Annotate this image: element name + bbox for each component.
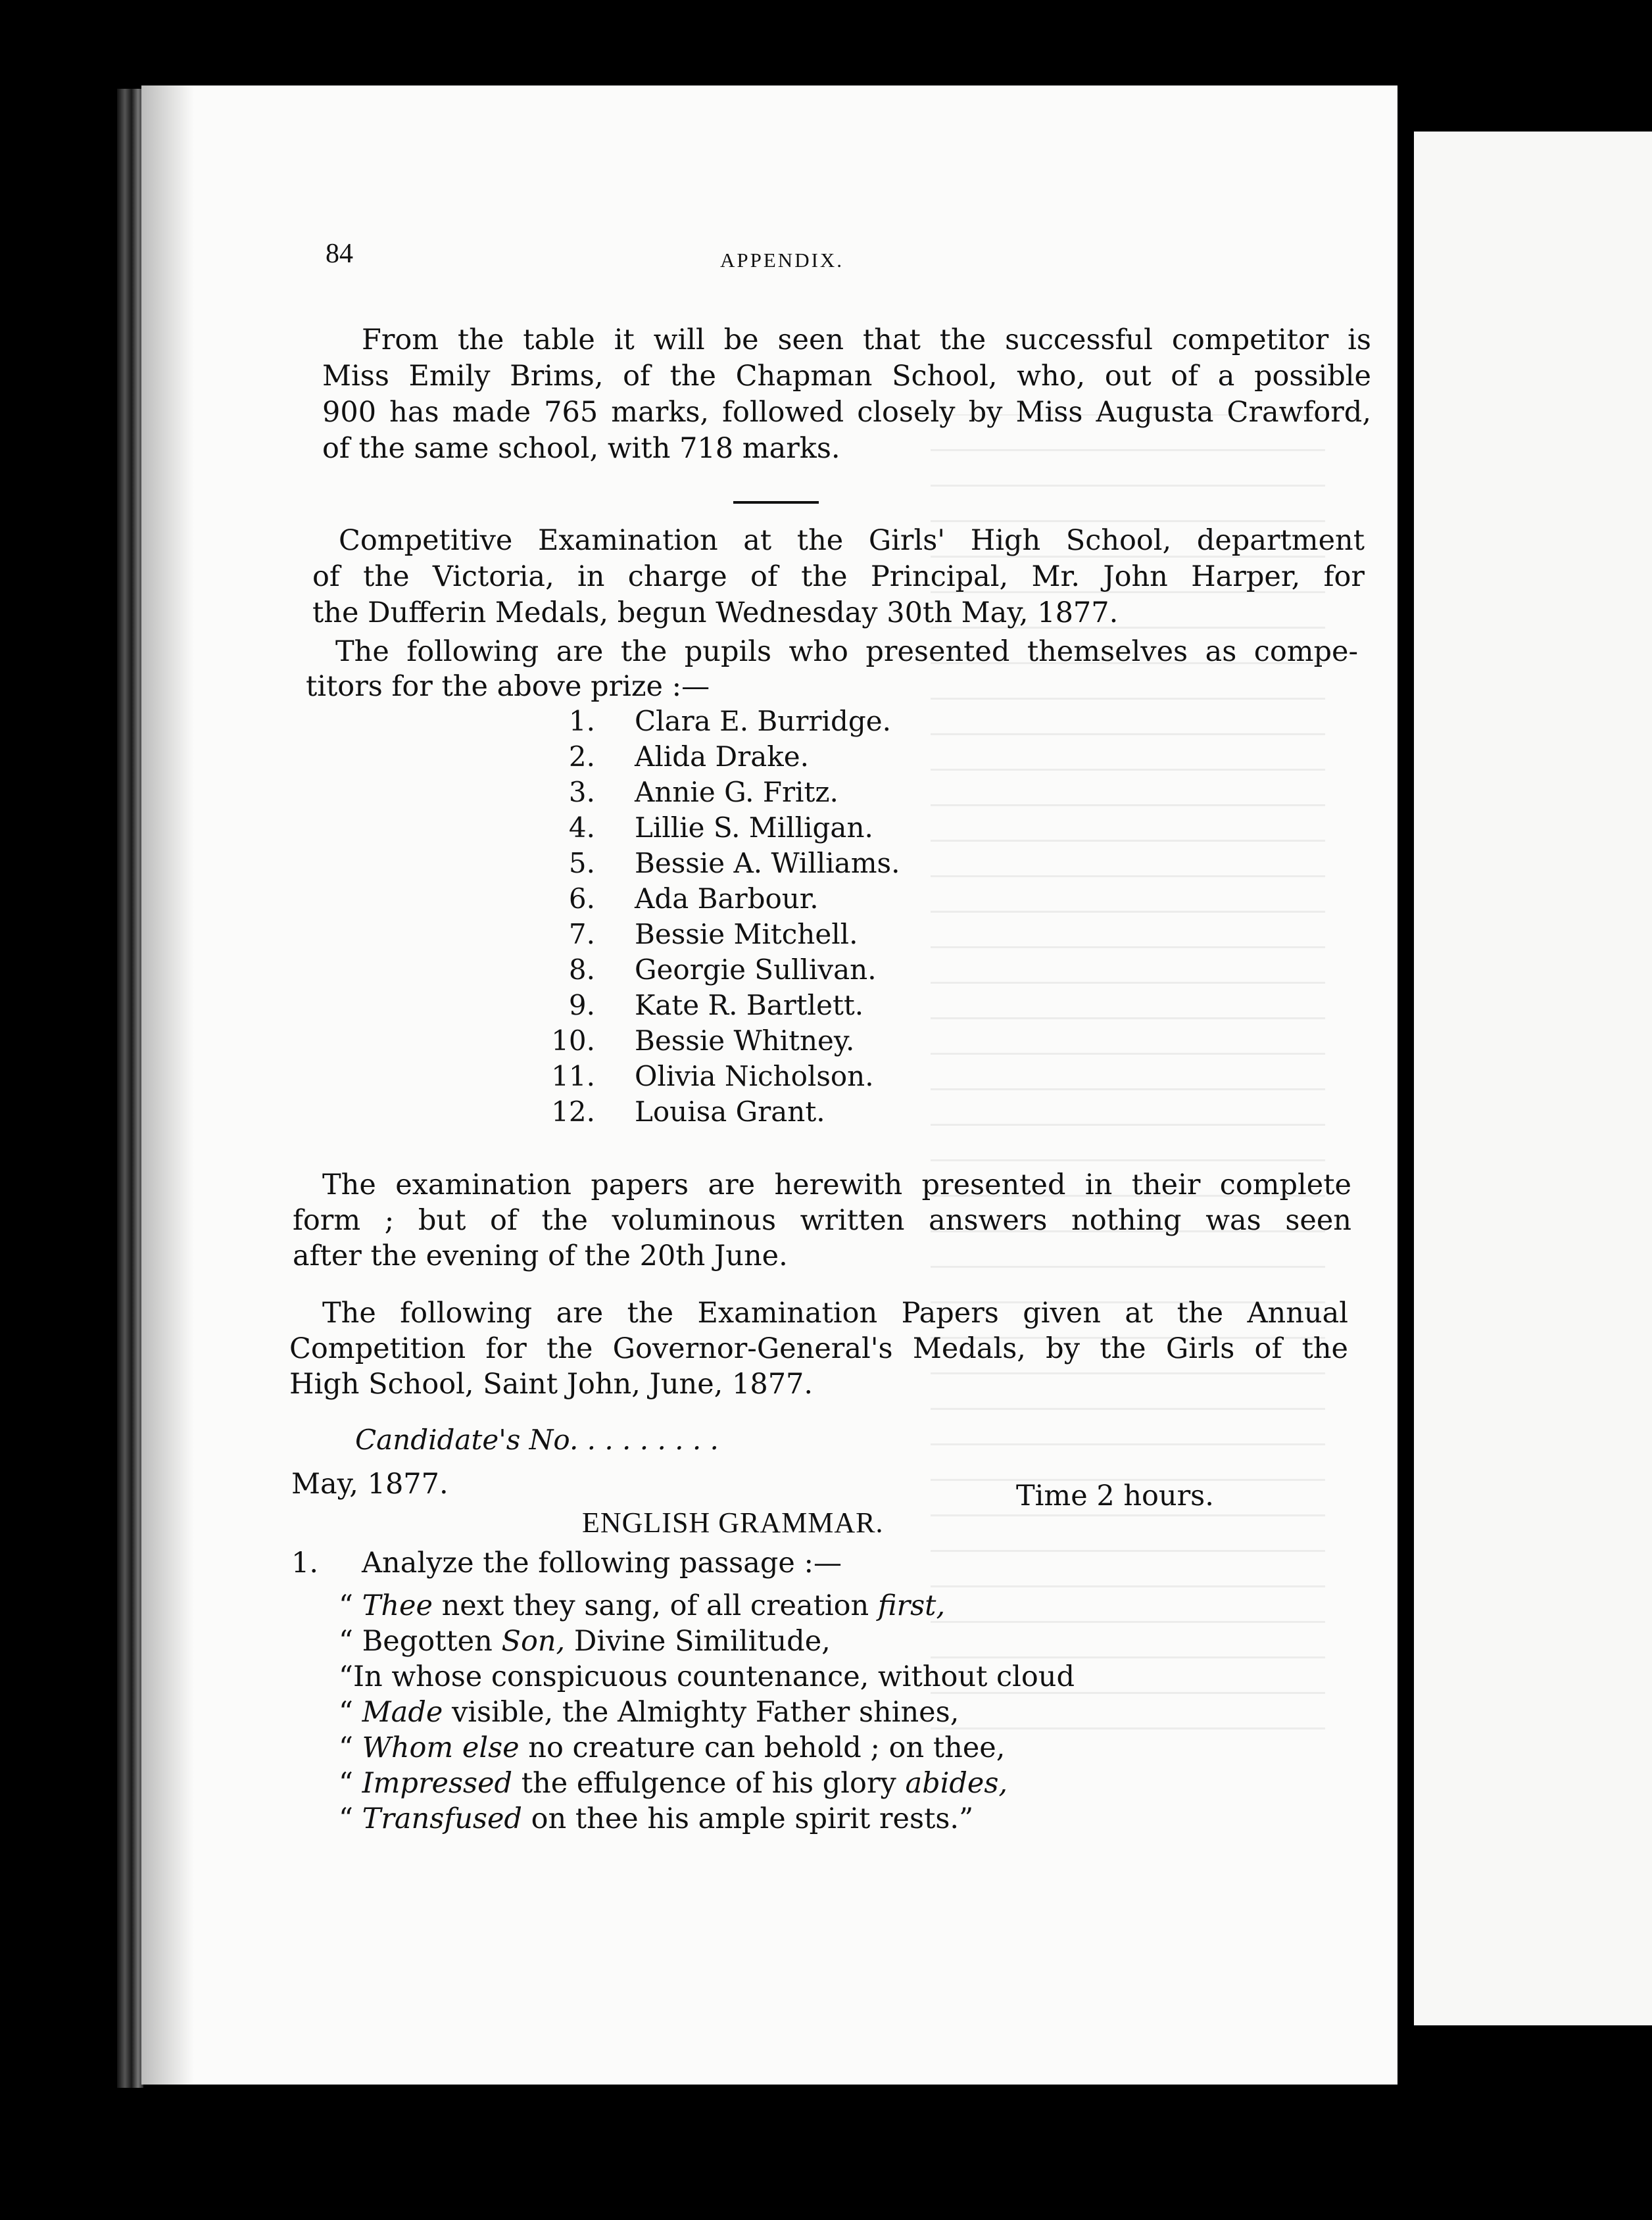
passage-line bbox=[339, 1695, 1075, 1730]
passage-line bbox=[339, 1730, 1075, 1766]
pupil-list-item bbox=[483, 704, 944, 739]
section-divider bbox=[733, 501, 819, 504]
pupil-list-item bbox=[483, 988, 944, 1023]
pupil-number: 10. bbox=[551, 1025, 595, 1057]
passage-line bbox=[339, 1659, 1075, 1695]
pupil-name: Lillie S. Milligan. bbox=[635, 811, 873, 844]
pupil-list-item bbox=[483, 881, 944, 917]
paragraph-line: titors for the above prize :— bbox=[306, 670, 710, 703]
pupil-number: 9. bbox=[568, 989, 595, 1021]
pupil-name: Ada Barbour. bbox=[635, 882, 819, 915]
paragraph-line: of the same school, with 718 marks. bbox=[322, 432, 840, 465]
passage-line bbox=[339, 1801, 1075, 1837]
passage-emphasis: Made bbox=[362, 1696, 443, 1729]
passage-line bbox=[339, 1624, 1075, 1659]
paragraph-line: Miss Emily Brims, of the Chapman School, who, out of a possible bbox=[322, 360, 1371, 393]
paragraph-line: The following are the pupils who presented themselves as compe- bbox=[335, 635, 1358, 668]
passage-line bbox=[339, 1766, 1075, 1801]
candidate-number-label: Candidate's No. . . . . . . . . bbox=[355, 1424, 719, 1456]
pupil-name: Bessie Whitney. bbox=[635, 1025, 855, 1057]
pupil-number: 4. bbox=[568, 811, 595, 844]
pupil-name: Alida Drake. bbox=[635, 740, 809, 773]
passage-text: “ bbox=[339, 1767, 362, 1800]
pupil-list-item bbox=[483, 1094, 944, 1130]
passage-text: “In whose conspicuous countenance, without cloud bbox=[339, 1660, 1075, 1693]
page-shadow bbox=[141, 85, 194, 2085]
pupil-name: Bessie Mitchell. bbox=[635, 918, 858, 950]
paragraph-papers-note bbox=[293, 1167, 1351, 1274]
pupil-name: Clara E. Burridge. bbox=[635, 705, 891, 737]
paragraph-line: 900 has made 765 marks, followed closely by Miss Augusta Crawford, bbox=[322, 396, 1371, 429]
left-page bbox=[141, 85, 1397, 2085]
running-head: APPENDIX. bbox=[720, 249, 844, 272]
pupil-list-item bbox=[483, 917, 944, 952]
passage-text: “ Begotten bbox=[339, 1625, 502, 1658]
pupil-name: Kate R. Bartlett. bbox=[635, 989, 864, 1021]
pupil-name: Annie G. Fritz. bbox=[635, 776, 838, 808]
pupil-number: 5. bbox=[568, 847, 595, 879]
paragraph-line: after the evening of the 20th June. bbox=[293, 1240, 788, 1272]
passage-text: “ bbox=[339, 1696, 362, 1729]
pupil-name: Olivia Nicholson. bbox=[635, 1060, 874, 1092]
paragraph-line: form ; but of the voluminous written answers nothing was seen bbox=[293, 1204, 1351, 1237]
pupil-list-item bbox=[483, 1059, 944, 1094]
pupil-list bbox=[483, 704, 944, 1130]
passage-line bbox=[339, 1588, 1075, 1624]
pupil-number: 6. bbox=[568, 882, 595, 915]
passage-text: “ bbox=[339, 1589, 362, 1622]
passage-text: Divine Similitude, bbox=[565, 1625, 831, 1658]
paragraph-exam-papers-intro bbox=[289, 1295, 1348, 1402]
passage-emphasis: Impressed bbox=[362, 1767, 513, 1800]
passage-emphasis: abides, bbox=[905, 1767, 1008, 1800]
passage-text: “ bbox=[339, 1731, 362, 1764]
passage-emphasis: Thee bbox=[362, 1589, 433, 1622]
paragraph-line: The following are the Examination Papers given at the Annual bbox=[322, 1297, 1348, 1330]
passage-text: the effulgence of his glory bbox=[512, 1767, 906, 1800]
pupil-number: 12. bbox=[551, 1096, 595, 1128]
right-page bbox=[1414, 132, 1652, 2025]
question-number: 1. bbox=[291, 1547, 319, 1580]
pupil-list-item bbox=[483, 775, 944, 810]
paragraph-line: The examination papers are herewith presented in their complete bbox=[322, 1169, 1351, 1201]
passage-emphasis: Son, bbox=[501, 1625, 566, 1658]
pupil-list-item bbox=[483, 952, 944, 988]
passage-text: no creature can behold ; on thee, bbox=[519, 1731, 1006, 1764]
paragraph-line: the Dufferin Medals, begun Wednesday 30th May, 1877. bbox=[312, 596, 1119, 629]
pupil-number: 7. bbox=[568, 918, 595, 950]
pupil-list-item bbox=[483, 739, 944, 775]
pupil-number: 2. bbox=[568, 740, 595, 773]
quoted-passage bbox=[339, 1588, 1075, 1837]
page-number: 84 bbox=[326, 239, 353, 269]
pupil-number: 1. bbox=[568, 705, 595, 737]
paragraph-line: From the table it will be seen that the successful competitor is bbox=[362, 324, 1371, 356]
passage-text: next they sang, of all creation bbox=[432, 1589, 878, 1622]
exam-time-limit: Time 2 hours. bbox=[1016, 1480, 1214, 1512]
passage-emphasis: first, bbox=[877, 1589, 946, 1622]
paragraph-line: High School, Saint John, June, 1877. bbox=[289, 1368, 814, 1401]
pupil-number: 3. bbox=[568, 776, 595, 808]
exam-date: May, 1877. bbox=[291, 1468, 449, 1501]
pupil-name: Louisa Grant. bbox=[635, 1096, 825, 1128]
paragraph-examination-intro bbox=[312, 523, 1365, 631]
paragraph-line: of the Victoria, in charge of the Principal, Mr. John Harper, for bbox=[312, 560, 1365, 593]
pupil-list-item bbox=[483, 846, 944, 881]
pupil-name: Bessie A. Williams. bbox=[635, 847, 900, 879]
passage-emphasis: Whom else bbox=[362, 1731, 520, 1764]
paragraph-results bbox=[322, 322, 1371, 467]
passage-text: visible, the Almighty Father shines, bbox=[443, 1696, 960, 1729]
passage-text: “ bbox=[339, 1802, 362, 1835]
question-text: Analyze the following passage :— bbox=[362, 1547, 842, 1580]
exam-subject-title: ENGLISH GRAMMAR. bbox=[582, 1507, 884, 1539]
paragraph-line: Competitive Examination at the Girls' High School, department bbox=[339, 524, 1365, 557]
pupil-list-item bbox=[483, 810, 944, 846]
pupil-list-item bbox=[483, 1023, 944, 1059]
pupil-name: Georgie Sullivan. bbox=[635, 953, 877, 986]
paragraph-line: Competition for the Governor-General's Medals, by the Girls of the bbox=[289, 1332, 1348, 1365]
pupil-number: 8. bbox=[568, 953, 595, 986]
pupil-number: 11. bbox=[551, 1060, 595, 1092]
passage-emphasis: Transfused bbox=[362, 1802, 522, 1835]
passage-text: on thee his ample spirit rests.” bbox=[522, 1802, 974, 1835]
book-edge bbox=[117, 89, 143, 2088]
paragraph-pupils-intro bbox=[306, 635, 1358, 704]
